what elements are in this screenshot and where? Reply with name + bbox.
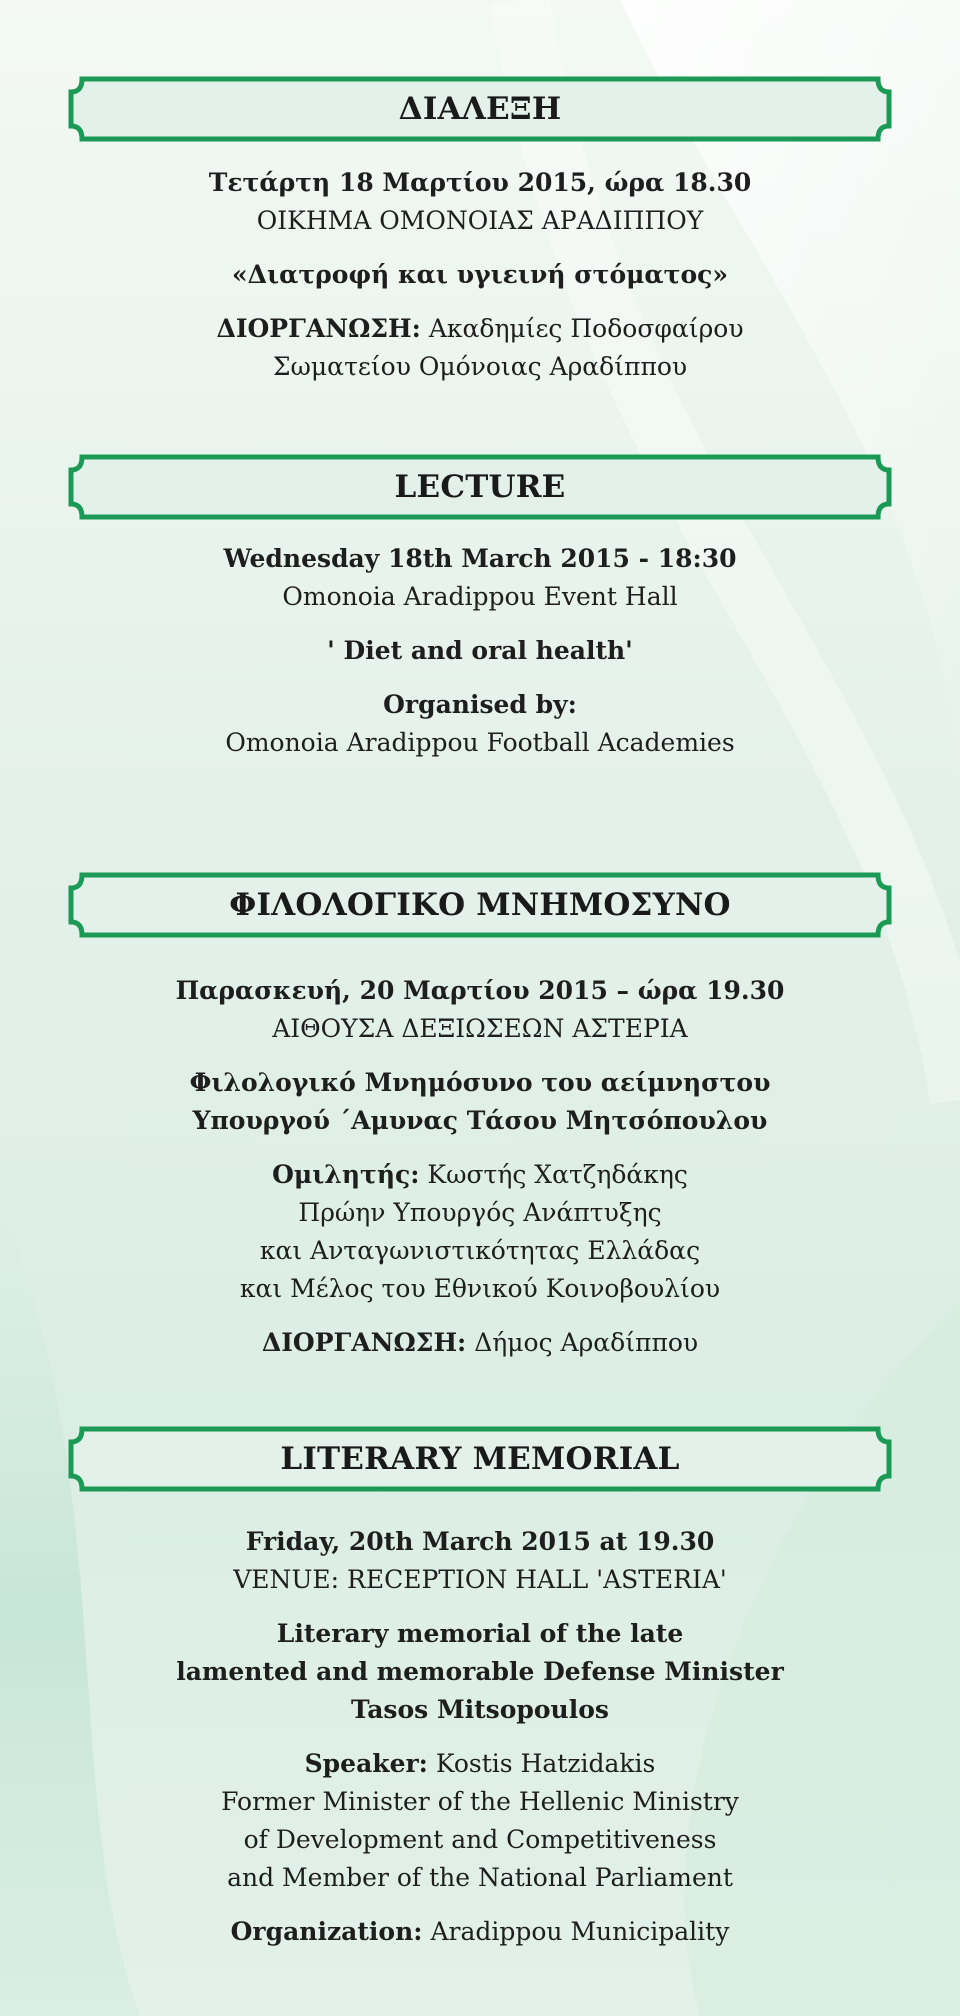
event-topic: «Διατροφή και υγιεινή στόματος» xyxy=(231,260,729,289)
organizer-name: Ακαδημίες Ποδοσφαίρου xyxy=(428,314,744,343)
section-body-literary-memorial xyxy=(0,1523,960,1951)
organizer-name-line2: Σωματείου Ομόνοιας Αραδίππου xyxy=(272,352,688,381)
event-topic-line2: Υπουργού ΄Αμυνας Τάσου Μητσόπουλου xyxy=(192,1106,768,1135)
speaker-label: Ομιλητής: xyxy=(272,1160,420,1189)
event-speaker xyxy=(0,1156,960,1194)
speaker-title-line3: and Member of the National Parliament xyxy=(227,1863,733,1892)
event-organizer xyxy=(0,1913,960,1951)
organizer-name: Aradippou Municipality xyxy=(430,1917,730,1946)
organizer-name: Omonoia Aradippou Football Academies xyxy=(225,728,735,757)
event-topic: Literary memorial of the late xyxy=(276,1619,684,1648)
event-venue: Omonoia Aradippou Event Hall xyxy=(282,582,678,611)
event-date: Παρασκευή, 20 Μαρτίου 2015 – ώρα 19.30 xyxy=(175,976,785,1005)
organizer-label: Organised by: xyxy=(383,690,577,719)
organizer-name: Δήμος Αραδίππου xyxy=(474,1328,699,1357)
speaker-title-line2: of Development and Competitiveness xyxy=(243,1825,717,1854)
speaker-title-line1: Πρώην Υπουργός Ανάπτυξης xyxy=(298,1198,662,1227)
organizer-label: ΔΙΟΡΓΑΝΩΣΗ: xyxy=(261,1328,467,1357)
speaker-title-line1: Former Minister of the Hellenic Ministry xyxy=(221,1787,739,1816)
event-date: Wednesday 18th March 2015 - 18:30 xyxy=(223,544,737,573)
speaker-title-line2: και Ανταγωνιστικότητας Ελλάδας xyxy=(259,1236,701,1265)
section-banner-lecture xyxy=(68,454,892,520)
section-body-lecture xyxy=(0,540,960,762)
section-body-mnimosyno xyxy=(0,972,960,1362)
section-title: ΦΙΛΟΛΟΓΙΚΟ ΜΝΗΜΟΣΥΝΟ xyxy=(229,887,731,923)
organizer-label: ΔΙΟΡΓΑΝΩΣΗ: xyxy=(216,314,421,343)
event-venue: VENUE: RECEPTION HALL 'ASTERIA' xyxy=(233,1565,727,1594)
section-title: LITERARY MEMORIAL xyxy=(280,1441,680,1477)
section-body-dialexi xyxy=(0,164,960,386)
event-topic-line2: lamented and memorable Defense Minister xyxy=(176,1657,784,1686)
event-organizer xyxy=(0,310,960,348)
event-topic-line3: Tasos Mitsopoulos xyxy=(351,1695,609,1724)
section-banner-literary-memorial xyxy=(68,1426,892,1492)
event-venue: ΟΙΚΗΜΑ ΟΜΟΝΟΙΑΣ ΑΡΑΔΙΠΠΟΥ xyxy=(256,206,704,235)
section-title: LECTURE xyxy=(394,469,566,505)
section-title: ΔΙΑΛΕΞΗ xyxy=(398,91,562,127)
event-date: Friday, 20th March 2015 at 19.30 xyxy=(245,1527,715,1556)
speaker-name: Kostis Hatzidakis xyxy=(435,1749,656,1778)
speaker-name: Κωστής Χατζηδάκης xyxy=(427,1160,688,1189)
event-topic: Φιλολογικό Μνημόσυνο του αείμνηστου xyxy=(189,1068,771,1097)
event-organizer xyxy=(0,1324,960,1362)
event-venue: ΑΙΘΟΥΣΑ ΔΕΞΙΩΣΕΩΝ ΑΣΤΕΡΙΑ xyxy=(272,1014,688,1043)
speaker-label: Speaker: xyxy=(304,1749,428,1778)
section-banner-dialexi xyxy=(68,76,892,142)
event-speaker xyxy=(0,1745,960,1783)
organizer-label: Organization: xyxy=(230,1917,423,1946)
speaker-title-line3: και Μέλος του Εθνικού Κοινοβουλίου xyxy=(239,1274,721,1303)
section-banner-mnimosyno xyxy=(68,872,892,938)
event-topic: ' Diet and oral health' xyxy=(327,636,633,665)
event-date: Τετάρτη 18 Μαρτίου 2015, ώρα 18.30 xyxy=(208,168,752,197)
